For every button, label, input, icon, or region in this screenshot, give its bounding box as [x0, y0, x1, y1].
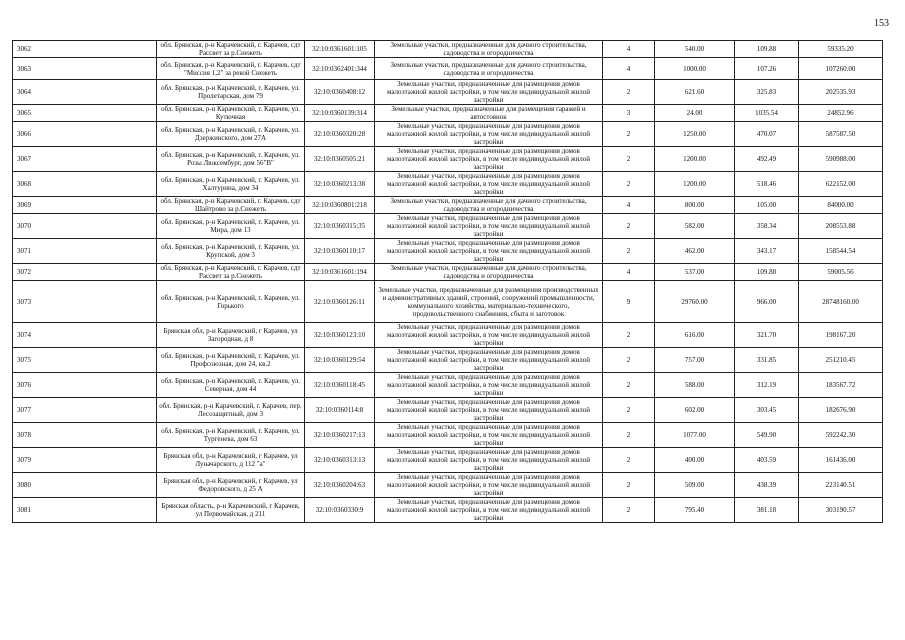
cadastral-value-cell: 24852.96	[799, 105, 883, 122]
area-cell: 795.40	[655, 498, 735, 523]
cadastral-number-cell: 32:10:0360320:28	[305, 122, 375, 147]
address-cell: обл. Брянская, р-н Карачевский, г. Карачев, ул. Кутючная	[157, 105, 305, 122]
group-cell: 2	[603, 448, 655, 473]
address-cell: обл. Брянская, р-н Карачевский, г. Карачев, ул. Дзержинского, дом 27А	[157, 122, 305, 147]
land-use-cell: Земельные участки, предназначенные для размещения домов малоэтажной жилой застройки, в том числе индивидуальной жилой застройки	[375, 147, 603, 172]
group-cell: 2	[603, 80, 655, 105]
specific-value-cell: 438.39	[735, 473, 799, 498]
table-row	[13, 264, 883, 281]
row-number: 3081	[13, 498, 157, 523]
land-use-cell: Земельные участки, предназначенные для размещения домов малоэтажной жилой застройки, в том числе индивидуальной жилой застройки	[375, 172, 603, 197]
table-row	[13, 473, 883, 498]
row-number: 3080	[13, 473, 157, 498]
table-row	[13, 58, 883, 80]
specific-value-cell: 518.46	[735, 172, 799, 197]
row-number: 3066	[13, 122, 157, 147]
group-cell: 2	[603, 373, 655, 398]
row-number: 3070	[13, 214, 157, 239]
cadastral-value-cell: 208553.88	[799, 214, 883, 239]
cadastral-number-cell: 32:10:0360139:314	[305, 105, 375, 122]
group-cell: 2	[603, 122, 655, 147]
cadastral-value-cell: 182676.90	[799, 398, 883, 423]
row-number: 3062	[13, 41, 157, 58]
table-row	[13, 498, 883, 523]
cadastral-number-cell: 32:10:0360126:11	[305, 281, 375, 323]
table-row	[13, 423, 883, 448]
cadastral-value-cell: 28748160.00	[799, 281, 883, 323]
table-row	[13, 373, 883, 398]
table-row	[13, 197, 883, 214]
land-use-cell: Земельные участки, предназначенные для размещения домов малоэтажной жилой застройки, в том числе индивидуальной жилой застройки	[375, 373, 603, 398]
area-cell: 24.00	[655, 105, 735, 122]
specific-value-cell: 358.34	[735, 214, 799, 239]
area-cell: 29760.00	[655, 281, 735, 323]
group-cell: 2	[603, 423, 655, 448]
specific-value-cell: 109.88	[735, 264, 799, 281]
cadastral-value-cell: 59005.56	[799, 264, 883, 281]
land-use-cell: Земельные участки, предназначенные для размещения производственных и административных зданий, строений, сооружений промышленности, коммунального хозяйства, материально-технического, продовольственного снабжения, сбыта и заготовок	[375, 281, 603, 323]
specific-value-cell: 325.83	[735, 80, 799, 105]
cadastral-number-cell: 32:10:0360408:12	[305, 80, 375, 105]
land-use-cell: Земельные участки, предназначенные для размещения домов малоэтажной жилой застройки, в том числе индивидуальной жилой застройки	[375, 398, 603, 423]
row-number: 3068	[13, 172, 157, 197]
cadastral-number-cell: 32:10:0360213:38	[305, 172, 375, 197]
row-number: 3076	[13, 373, 157, 398]
cadastral-value-cell: 587587.50	[799, 122, 883, 147]
row-number: 3067	[13, 147, 157, 172]
address-cell: обл. Брянская, р-н Карачевский, г. Карачев, ул. Профсоюзная, дом 24, кв.2	[157, 348, 305, 373]
table-row	[13, 105, 883, 122]
table-row	[13, 214, 883, 239]
table-row	[13, 41, 883, 58]
land-use-cell: Земельные участки, предназначенные для размещения домов малоэтажной жилой застройки, в том числе индивидуальной жилой застройки	[375, 239, 603, 264]
specific-value-cell: 331.85	[735, 348, 799, 373]
address-cell: Брянская обл, р-н Карачевский, г Карачев, ул Федоровского, д 25 А	[157, 473, 305, 498]
group-cell: 4	[603, 41, 655, 58]
group-cell: 3	[603, 105, 655, 122]
table-body	[13, 41, 883, 523]
address-cell: обл. Брянская, р-н Карачевский, г. Карачев, ул. Тургенева, дом 63	[157, 423, 305, 448]
group-cell: 2	[603, 498, 655, 523]
land-use-cell: Земельные участки, предназначенные для размещения домов малоэтажной жилой застройки, в том числе индивидуальной жилой застройки	[375, 448, 603, 473]
cadastral-number-cell: 32:10:0360313:13	[305, 448, 375, 473]
cadastral-number-cell: 32:10:0360204:63	[305, 473, 375, 498]
cadastral-value-cell: 303190.57	[799, 498, 883, 523]
area-cell: 400.00	[655, 448, 735, 473]
cadastral-value-cell: 223140.51	[799, 473, 883, 498]
land-use-cell: Земельные участки, предназначенные для размещения домов малоэтажной жилой застройки, в том числе индивидуальной жилой застройки	[375, 498, 603, 523]
address-cell: обл. Брянская, р-н Карачевский, г. Карачев, ул. Пролетарская, дом 79	[157, 80, 305, 105]
specific-value-cell: 109.88	[735, 41, 799, 58]
area-cell: 1200.00	[655, 172, 735, 197]
cadastral-value-cell: 251210.45	[799, 348, 883, 373]
land-use-cell: Земельные участки, предназначенные для размещения домов малоэтажной жилой застройки, в том числе индивидуальной жилой застройки	[375, 473, 603, 498]
address-cell: обл. Брянская, р-н Карачевский, г. Карачев, сдт Рассвет за р.Снежеть	[157, 264, 305, 281]
group-cell: 2	[603, 323, 655, 348]
address-cell: обл. Брянская, р-н Карачевский, г. Карачев, ул. Горького	[157, 281, 305, 323]
address-cell: обл. Брянская, р-н Карачевский, г. Карачев, ул. Крупской, дом 3	[157, 239, 305, 264]
area-cell: 757.00	[655, 348, 735, 373]
table-row	[13, 448, 883, 473]
group-cell: 2	[603, 147, 655, 172]
group-cell: 2	[603, 473, 655, 498]
table-row	[13, 122, 883, 147]
cadastral-value-cell: 59335.20	[799, 41, 883, 58]
cadastral-number-cell: 32:10:0360330:9	[305, 498, 375, 523]
group-cell: 2	[603, 398, 655, 423]
address-cell: обл. Брянская, р-н Карачевский, г. Карачев, ул. Розы Люксембург, дом 56"В"	[157, 147, 305, 172]
group-cell: 2	[603, 172, 655, 197]
row-number: 3064	[13, 80, 157, 105]
group-cell: 4	[603, 197, 655, 214]
address-cell: Брянская обл, р-н Карачевский, г Карачев, ул Луначарского, д 112 "а"	[157, 448, 305, 473]
row-number: 3073	[13, 281, 157, 323]
cadastral-value-cell: 183567.72	[799, 373, 883, 398]
cadastral-value-cell: 202535.93	[799, 80, 883, 105]
cadastral-value-cell: 622152.00	[799, 172, 883, 197]
cadastral-number-cell: 32:10:0362401:344	[305, 58, 375, 80]
land-use-cell: Земельные участки, предназначенные для размещения гаражей и автостоянок	[375, 105, 603, 122]
cadastral-value-cell: 158544.54	[799, 239, 883, 264]
table-row	[13, 80, 883, 105]
row-number: 3065	[13, 105, 157, 122]
row-number: 3077	[13, 398, 157, 423]
cadastral-number-cell: 32:10:0360114:8	[305, 398, 375, 423]
cadastral-number-cell: 32:10:0360110:17	[305, 239, 375, 264]
table-row	[13, 239, 883, 264]
cadastral-value-table	[12, 40, 883, 523]
cadastral-number-cell: 32:10:0360505:21	[305, 147, 375, 172]
area-cell: 621.60	[655, 80, 735, 105]
row-number: 3075	[13, 348, 157, 373]
group-cell: 2	[603, 214, 655, 239]
table-row	[13, 281, 883, 323]
cadastral-number-cell: 32:10:0360129:54	[305, 348, 375, 373]
specific-value-cell: 492.49	[735, 147, 799, 172]
land-use-cell: Земельные участки, предназначенные для дачного строительства, садоводства и огородничества	[375, 264, 603, 281]
group-cell: 9	[603, 281, 655, 323]
specific-value-cell: 321.70	[735, 323, 799, 348]
area-cell: 588.00	[655, 373, 735, 398]
cadastral-number-cell: 32:10:0360123:10	[305, 323, 375, 348]
address-cell: обл. Брянская, р-н Карачевский, г. Карачев, пер. Лесозащитный, дом 3	[157, 398, 305, 423]
group-cell: 2	[603, 348, 655, 373]
row-number: 3069	[13, 197, 157, 214]
cadastral-number-cell: 32:10:0360801:218	[305, 197, 375, 214]
table-row	[13, 323, 883, 348]
specific-value-cell: 1035.54	[735, 105, 799, 122]
land-use-cell: Земельные участки, предназначенные для размещения домов малоэтажной жилой застройки, в том числе индивидуальной жилой застройки	[375, 423, 603, 448]
cadastral-number-cell: 32:10:0361601:105	[305, 41, 375, 58]
cadastral-number-cell: 32:10:0360118:45	[305, 373, 375, 398]
cadastral-value-cell: 590988.00	[799, 147, 883, 172]
row-number: 3071	[13, 239, 157, 264]
table-row	[13, 398, 883, 423]
address-cell: Брянская область, р-н Карачевский, г Карачев, ул Первомайская, д 211	[157, 498, 305, 523]
table-row	[13, 348, 883, 373]
specific-value-cell: 312.19	[735, 373, 799, 398]
area-cell: 602.00	[655, 398, 735, 423]
specific-value-cell: 105.00	[735, 197, 799, 214]
group-cell: 2	[603, 239, 655, 264]
address-cell: Брянская обл, р-н Карачевский, г Карачев, ул Загородная, д 8	[157, 323, 305, 348]
row-number: 3079	[13, 448, 157, 473]
row-number: 3072	[13, 264, 157, 281]
row-number: 3074	[13, 323, 157, 348]
specific-value-cell: 403.59	[735, 448, 799, 473]
specific-value-cell: 966.00	[735, 281, 799, 323]
land-use-cell: Земельные участки, предназначенные для размещения домов малоэтажной жилой застройки, в том числе индивидуальной жилой застройки	[375, 348, 603, 373]
cadastral-value-cell: 592242.30	[799, 423, 883, 448]
specific-value-cell: 381.18	[735, 498, 799, 523]
area-cell: 616.00	[655, 323, 735, 348]
specific-value-cell: 549.90	[735, 423, 799, 448]
address-cell: обл. Брянская, р-н Карачевский, г. Карачев, сдт "Миссия 1,2" за рекой Снежеть	[157, 58, 305, 80]
specific-value-cell: 343.17	[735, 239, 799, 264]
address-cell: обл. Брянская, р-н Карачевский, г. Карачев, ул. Халтурина, дом 34	[157, 172, 305, 197]
specific-value-cell: 303.45	[735, 398, 799, 423]
specific-value-cell: 107.26	[735, 58, 799, 80]
table-row	[13, 172, 883, 197]
row-number: 3078	[13, 423, 157, 448]
address-cell: обл. Брянская, р-н Карачевский, г. Карачев, сдт Шайтрово за р.Снежеть	[157, 197, 305, 214]
specific-value-cell: 470.07	[735, 122, 799, 147]
cadastral-number-cell: 32:10:0361601:194	[305, 264, 375, 281]
cadastral-value-cell: 84000.00	[799, 197, 883, 214]
address-cell: обл. Брянская, р-н Карачевский, г. Карачев, сдт Рассвет за р.Снежеть	[157, 41, 305, 58]
land-use-cell: Земельные участки, предназначенные для дачного строительства, садоводства и огородничества	[375, 58, 603, 80]
area-cell: 1077.00	[655, 423, 735, 448]
cadastral-number-cell: 32:10:0360217:13	[305, 423, 375, 448]
group-cell: 4	[603, 264, 655, 281]
land-use-cell: Земельные участки, предназначенные для размещения домов малоэтажной жилой застройки, в том числе индивидуальной жилой застройки	[375, 122, 603, 147]
cadastral-value-cell: 161436.00	[799, 448, 883, 473]
land-use-cell: Земельные участки, предназначенные для дачного строительства, садоводства и огородничества	[375, 41, 603, 58]
area-cell: 509.00	[655, 473, 735, 498]
cadastral-value-cell: 107260.00	[799, 58, 883, 80]
cadastral-value-cell: 198167.20	[799, 323, 883, 348]
area-cell: 462.00	[655, 239, 735, 264]
land-use-cell: Земельные участки, предназначенные для размещения домов малоэтажной жилой застройки, в том числе индивидуальной жилой застройки	[375, 214, 603, 239]
area-cell: 1200.00	[655, 147, 735, 172]
land-use-cell: Земельные участки, предназначенные для размещения домов малоэтажной жилой застройки, в том числе индивидуальной жилой застройки	[375, 323, 603, 348]
area-cell: 540.00	[655, 41, 735, 58]
area-cell: 1250.00	[655, 122, 735, 147]
row-number: 3063	[13, 58, 157, 80]
area-cell: 1000.00	[655, 58, 735, 80]
cadastral-number-cell: 32:10:0360315:35	[305, 214, 375, 239]
page-number: 153	[874, 18, 889, 29]
address-cell: обл. Брянская, р-н Карачевский, г. Карачев, ул. Северная, дом 44	[157, 373, 305, 398]
area-cell: 582.00	[655, 214, 735, 239]
area-cell: 537.00	[655, 264, 735, 281]
table-row	[13, 147, 883, 172]
area-cell: 800.00	[655, 197, 735, 214]
land-use-cell: Земельные участки, предназначенные для размещения домов малоэтажной жилой застройки, в том числе индивидуальной жилой застройки	[375, 80, 603, 105]
land-use-cell: Земельные участки, предназначенные для дачного строительства, садоводства и огородничества	[375, 197, 603, 214]
address-cell: обл. Брянская, р-н Карачевский, г. Карачев, ул. Мира, дом 13	[157, 214, 305, 239]
group-cell: 4	[603, 58, 655, 80]
